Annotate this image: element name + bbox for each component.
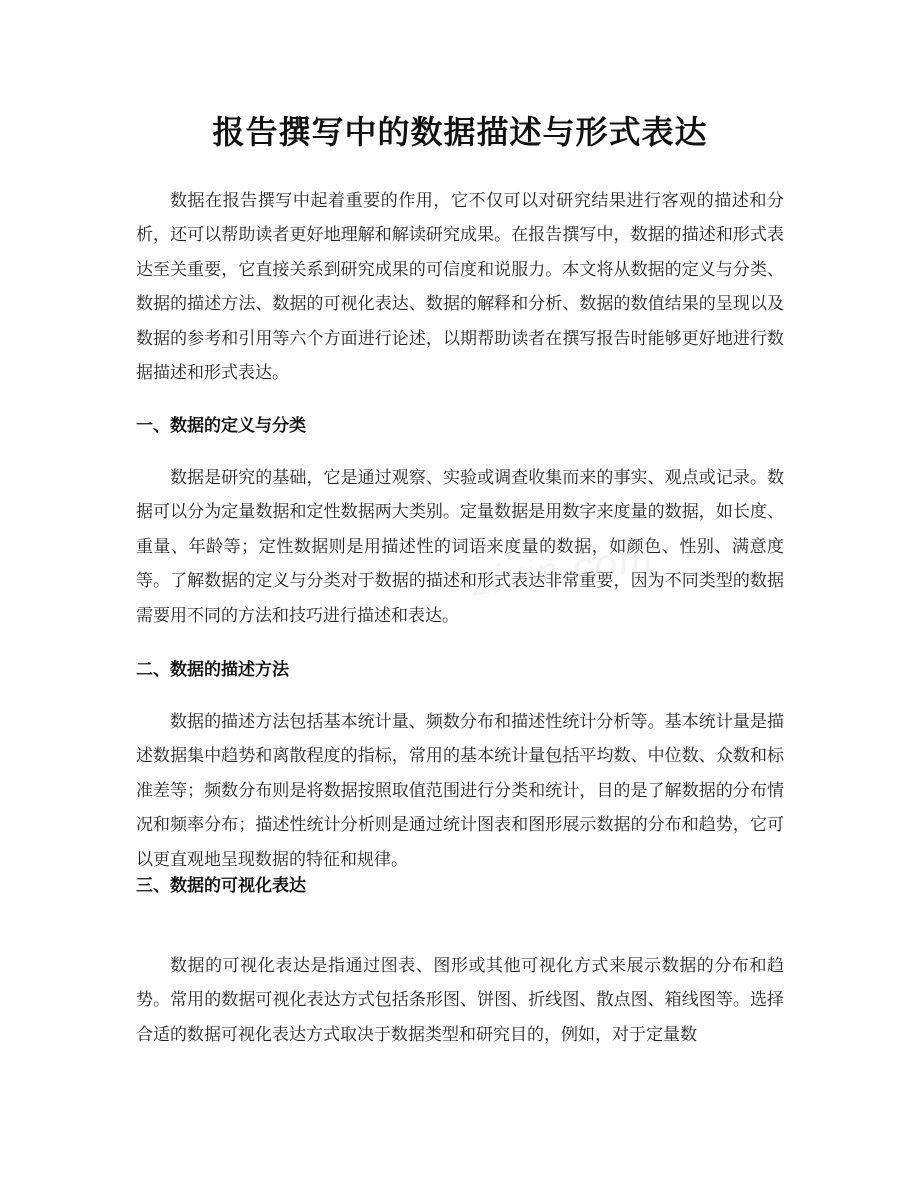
section-heading-3: 三、数据的可视化表达 <box>136 876 306 896</box>
watermark: zixin.com <box>467 535 657 605</box>
section-heading-2: 二、数据的描述方法 <box>136 660 289 680</box>
section-body-3: 数据的可视化表达是指通过图表、图形或其他可视化方式来展示数据的分布和趋势。常用的数据可视化表达方式包括条形图、饼图、折线图、散点图、箱线图等。选择合适的数据可视化表达方式取决于数据类型和研究目的，例如，对于定量数 <box>136 956 784 1045</box>
section-body-2: 数据的描述方法包括基本统计量、频数分布和描述性统计分析等。基本统计量是描述数据集中趋势和离散程度的指标，常用的基本统计量包括平均数、中位数、众数和标准差等；频数分布则是将数据按照取值范围进行分类和统计，目的是了解数据的分布情况和频率分布；描述性统计分析则是通过统计图表和图形展示数据的分布和趋势，它可以更直观地呈现数据的特征和规律。 <box>136 712 784 870</box>
section-body-1: 数据是研究的基础，它是通过观察、实验或调查收集而来的事实、观点或记录。数据可以分为定量数据和定性数据两大类别。定量数据是用数字来度量的数据，如长度、重量、年龄等；定性数据则是用描述性的词语来度量的数据，如颜色、性别、满意度等。了解数据的定义与分类对于数据的描述和形式表达非常重要，因为不同类型的数据需要用不同的方法和技巧进行描述和表达。 <box>136 468 784 626</box>
document-title: 报告撰写中的数据描述与形式表达 <box>212 113 708 151</box>
intro-paragraph: 数据在报告撰写中起着重要的作用，它不仅可以对研究结果进行客观的描述和分析，还可以帮助读者更好地理解和解读研究成果。在报告撰写中，数据的描述和形式表达至关重要，它直接关系到研究成果的可信度和说服力。本文将从数据的定义与分类、数据的描述方法、数据的可视化表达、数据的解释和分析、数据的数值结果的呈现以及数据的参考和引用等六个方面进行论述，以期帮助读者在撰写报告时能够更好地进行数据描述和形式表达。 <box>136 191 784 384</box>
section-heading-1: 一、数据的定义与分类 <box>136 416 306 436</box>
